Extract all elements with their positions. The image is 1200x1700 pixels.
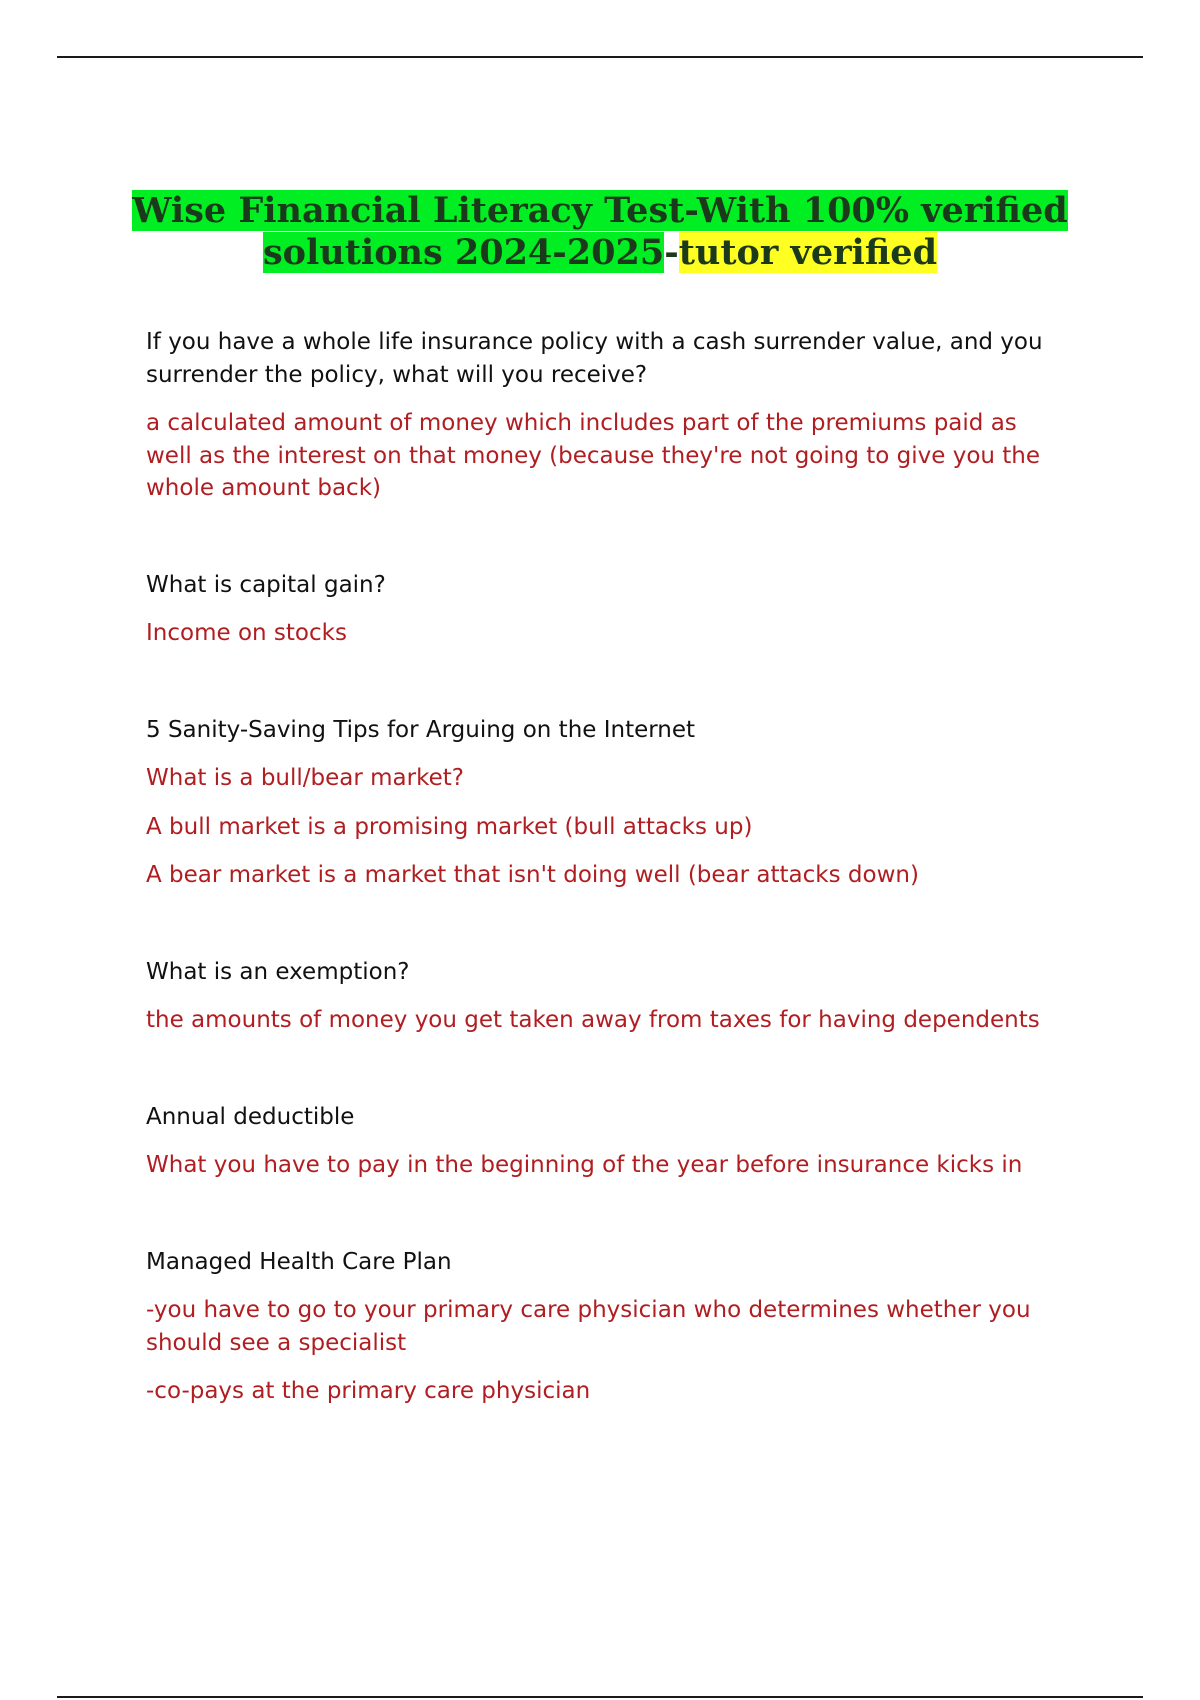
qa-item — [146, 956, 1046, 1037]
page-title — [100, 190, 1100, 274]
answer: Income on stocks — [146, 620, 347, 646]
title-dash: - — [664, 232, 679, 273]
question: Managed Health Care Plan — [146, 1248, 452, 1275]
question: Annual deductible — [146, 1103, 355, 1130]
qa-item — [146, 569, 1046, 650]
qa-item — [146, 714, 1046, 892]
qa-list — [146, 326, 1046, 1472]
top-rule — [57, 56, 1143, 58]
question: What is an exemption? — [146, 958, 410, 985]
question: If you have a whole life insurance policy with a cash surrender value, and you surrender the policy, what will you receive? — [146, 329, 1043, 388]
answer: a calculated amount of money which includes part of the premiums paid as well as the interest on that money (because they're not going to give you the whole amount back) — [146, 410, 1041, 501]
title-line-1: Wise Financial Literacy Test-With 100% verified — [132, 190, 1068, 231]
answer: What you have to pay in the beginning of the year before insurance kicks in — [146, 1152, 1023, 1178]
answer: -co-pays at the primary care physician — [146, 1378, 591, 1404]
title-line-2-highlight: solutions 2024-2025 — [262, 232, 665, 273]
qa-item — [146, 326, 1046, 505]
answer: What is a bull/bear market? — [146, 765, 464, 791]
bottom-rule — [57, 1696, 1143, 1698]
title-tutor-verified: tutor verified — [678, 232, 938, 273]
answer: -you have to go to your primary care physician who determines whether you should see a specialist — [146, 1297, 1031, 1356]
qa-item — [146, 1246, 1046, 1408]
qa-item — [146, 1101, 1046, 1182]
question: What is capital gain? — [146, 571, 386, 598]
answer: A bull market is a promising market (bull attacks up) — [146, 813, 753, 840]
question: 5 Sanity-Saving Tips for Arguing on the Internet — [146, 716, 696, 743]
answer: the amounts of money you get taken away from taxes for having dependents — [146, 1007, 1040, 1033]
answer: A bear market is a market that isn't doing well (bear attacks down) — [146, 862, 919, 888]
